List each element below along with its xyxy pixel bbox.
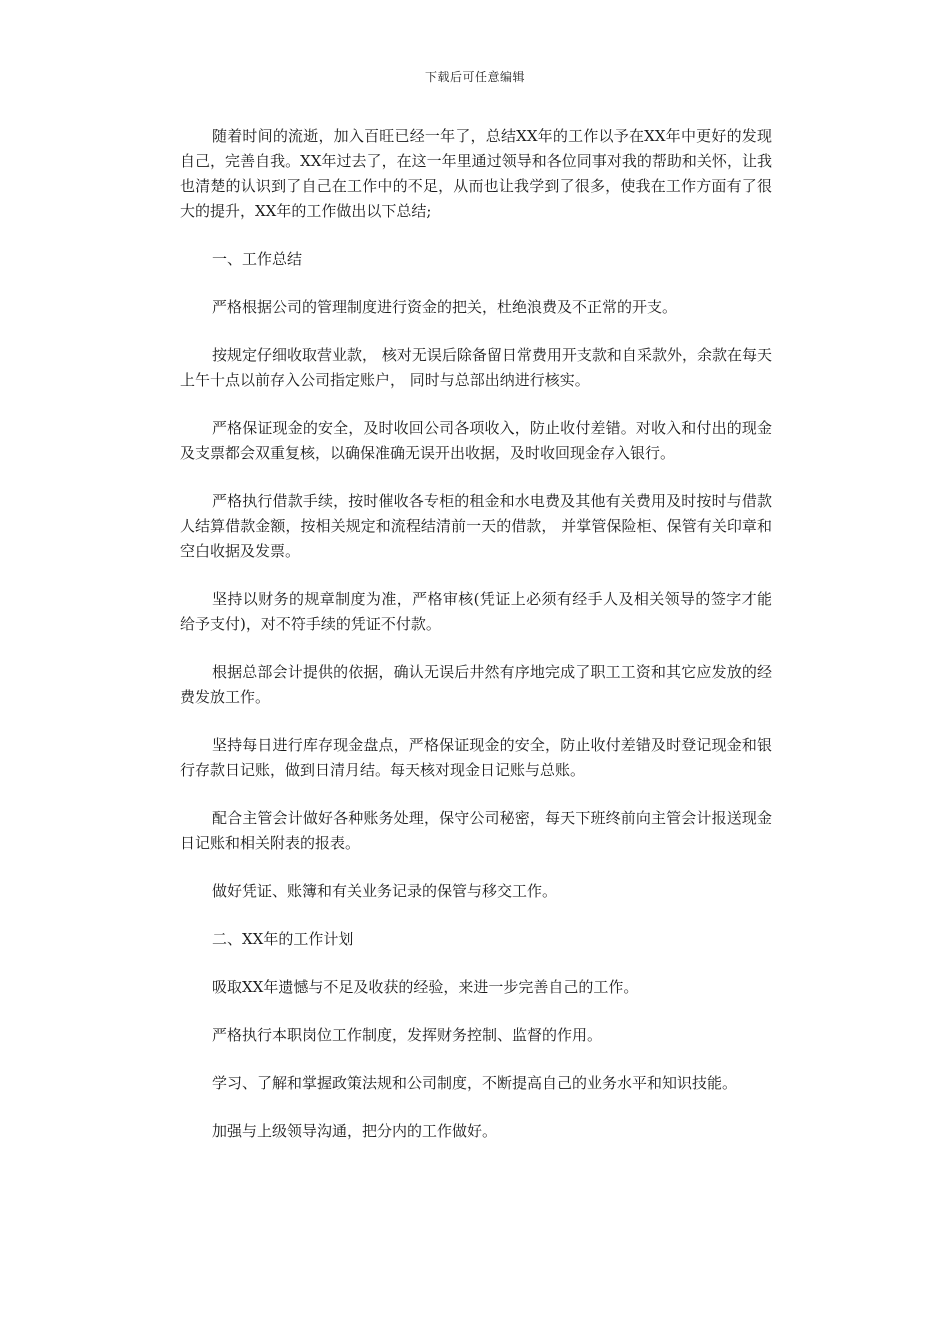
summary-item: 配合主管会计做好各种账务处理，保守公司秘密，每天下班终前向主管会计报送现金日记账和相关附表的报表。 [180,809,772,852]
section-heading-summary: 一、工作总结 [212,250,303,268]
intro-paragraph: 随着时间的流逝，加入百旺已经一年了，总结XX年的工作以予在XX年中更好的发现自己，完善自我。XX年过去了，在这一年里通过领导和各位同事对我的帮助和关怀，让我也清楚的认识到了自己在工作中的不足，从而也让我学到了很多，使我在工作方面有了很大的提升，XX年的工作做出以下总结; [180,127,772,220]
document-body [180,124,772,1167]
summary-item: 严格保证现金的安全，及时收回公司各项收入，防止收付差错。对收入和付出的现金及支票都会双重复核，以确保准确无误开出收据，及时收回现金存入银行。 [180,419,772,462]
summary-item: 按规定仔细收取营业款， 核对无误后除备留日常费用开支款和自采款外，余款在每天上午十点以前存入公司指定账户， 同时与总部出纳进行核实。 [180,346,772,389]
section-heading-plan: 二、XX年的工作计划 [212,930,354,948]
plan-item: 严格执行本职岗位工作制度，发挥财务控制、监督的作用。 [212,1026,603,1044]
summary-item: 坚持每日进行库存现金盘点，严格保证现金的安全，防止收付差错及时登记现金和银行存款日记账，做到日清月结。每天核对现金日记账与总账。 [180,736,772,779]
summary-item: 做好凭证、账簿和有关业务记录的保管与移交工作。 [212,882,558,900]
plan-item: 吸取XX年遗憾与不足及收获的经验，来进一步完善自己的工作。 [212,978,639,996]
summary-item: 根据总部会计提供的依据，确认无误后井然有序地完成了职工工资和其它应发放的经费发放工作。 [180,663,772,706]
summary-item: 严格执行借款手续，按时催收各专柜的租金和水电费及其他有关费用及时按时与借款人结算借款金额，按相关规定和流程结清前一天的借款， 并掌管保险柜、保管有关印章和空白收据及发票。 [180,492,772,560]
plan-item: 学习、了解和掌握政策法规和公司制度，不断提高自己的业务水平和知识技能。 [212,1074,738,1092]
summary-item: 坚持以财务的规章制度为准，严格审核(凭证上必须有经手人及相关领导的签字才能给予支付)，对不符手续的凭证不付款。 [180,590,772,633]
summary-item: 严格根据公司的管理制度进行资金的把关，杜绝浪费及不正常的开支。 [212,298,678,316]
plan-item: 加强与上级领导沟通，把分内的工作做好。 [212,1122,498,1140]
page-header: 下载后可任意编辑 [424,70,525,84]
